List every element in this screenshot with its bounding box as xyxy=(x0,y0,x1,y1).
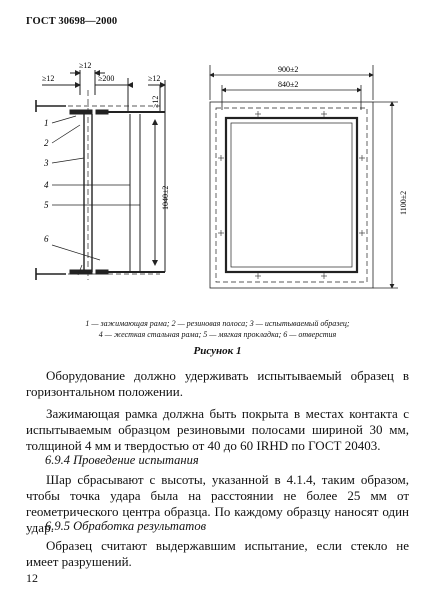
section-6-9-4-heading: 6.9.4 Проведение испытания xyxy=(45,453,199,467)
callout-4: 4 xyxy=(44,180,49,190)
callout-2: 2 xyxy=(44,138,49,148)
dim-1040: 1040±2 xyxy=(161,185,170,210)
dim-ge12-top: ≥12 xyxy=(79,61,92,70)
callout-6: 6 xyxy=(44,234,49,244)
plan-view xyxy=(210,65,398,288)
paragraph-4-text: Образец считают выдержавшим испытание, если стекло не имеет разрушений. xyxy=(26,538,409,569)
figure-drawing xyxy=(0,40,435,310)
dim-1100: 1100±2 xyxy=(399,190,408,215)
paragraph-1 xyxy=(26,368,409,400)
paragraph-4 xyxy=(26,538,409,570)
dim-ge200: ≥200 xyxy=(98,74,115,83)
section-6-9-5-heading: 6.9.5 Обработка результатов xyxy=(45,519,206,533)
figure-title: Рисунок 1 xyxy=(193,345,242,357)
callout-3: 3 xyxy=(44,158,49,168)
dim-ge12-right: ≥12 xyxy=(148,74,161,83)
paragraph-2 xyxy=(26,406,409,454)
dim-ge12-left: ≥12 xyxy=(42,74,55,83)
callout-1: 1 xyxy=(44,118,49,128)
callout-5: 5 xyxy=(44,200,49,210)
dim-ge12-vertical: ≥12 xyxy=(151,95,160,108)
paragraph-3-text: Шар сбрасывают с высоты, указанной в 4.1.4, таким образом, чтобы точка удара была на расстоянии не более 25 мм от геометрического центра образца. По каждому образцу наносят один удар. xyxy=(26,472,409,535)
cross-section-view xyxy=(36,70,165,280)
figure-legend xyxy=(20,318,415,340)
document-header: ГОСТ 30698—2000 xyxy=(26,16,118,27)
paragraph-1-text: Оборудование должно удерживать испытываемый образец в горизонтальном положении. xyxy=(26,368,409,399)
page-number: 12 xyxy=(26,571,38,585)
dim-840: 840±2 xyxy=(278,80,299,89)
figure-legend-line-1: 1 — зажимающая рама; 2 — резиновая полоса; 3 — испытываемый образец; xyxy=(85,319,350,328)
figure-legend-line-2: 4 — жесткая стальная рама; 5 — мягкая прокладка; 6 — отверстия xyxy=(98,330,337,339)
dim-900: 900±2 xyxy=(278,65,299,74)
paragraph-2-text: Зажимающая рамка должна быть покрыта в местах контакта с испытываемым образцом резиновыми полосами шириной 30 мм, толщиной 4 мм и твердостью от 40 до 60 IRHD по ГОСТ 20403. xyxy=(26,406,409,453)
